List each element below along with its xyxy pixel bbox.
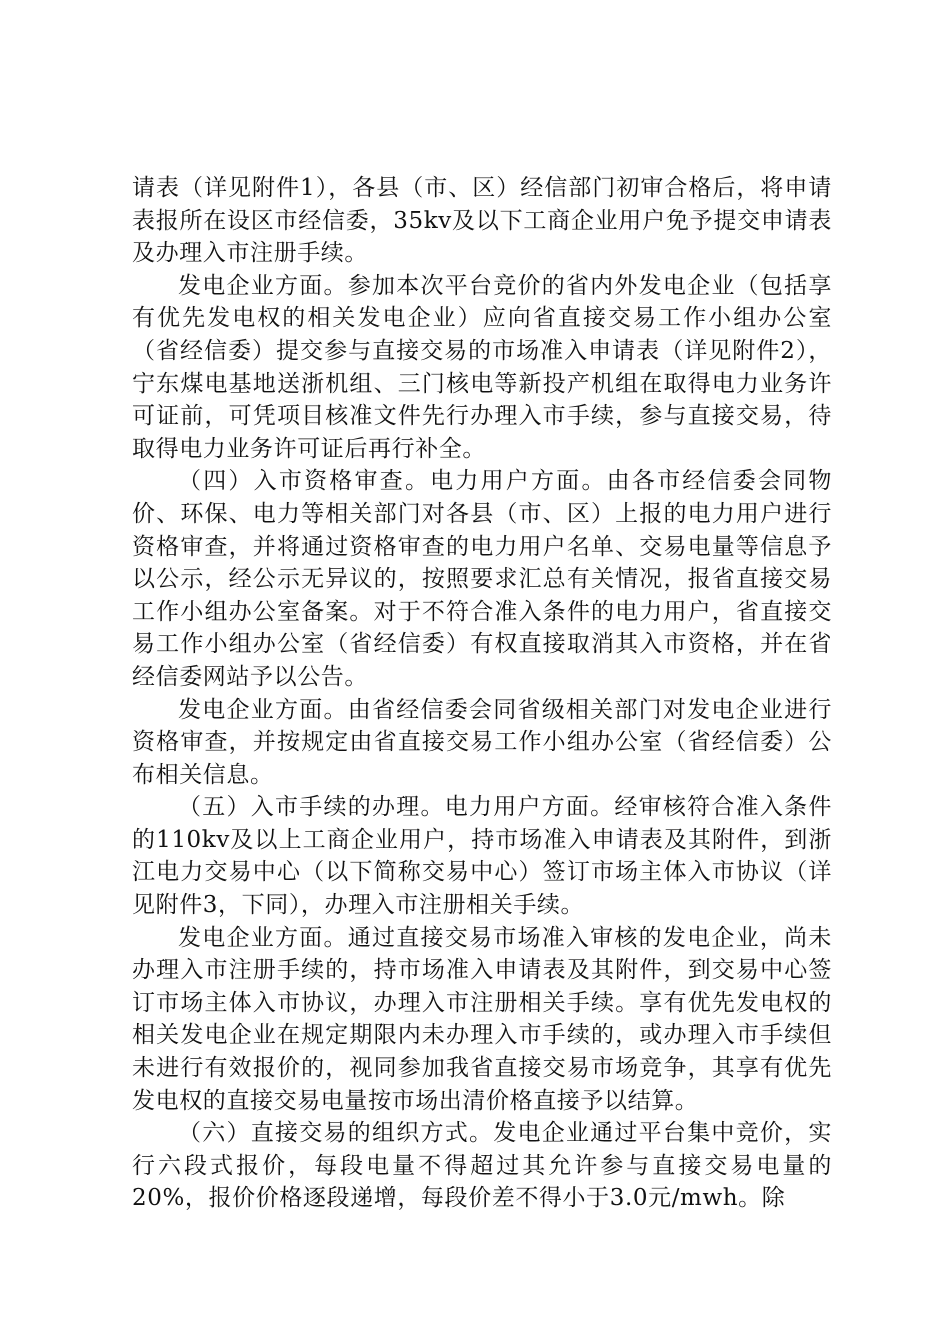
paragraph-continuation: 请表（详见附件1），各县（市、区）经信部门初审合格后，将申请表报所在设区市经信委，35kv及以下工商企业用户免予提交申请表及办理入市注册手续。 [132,175,832,267]
paragraph-power-generation-application: 发电企业方面。参加本次平台竞价的省内外发电企业（包括享有优先发电权的相关发电企业）应向省直接交易工作小组办公室（省经信委）提交参与直接交易的市场准入申请表（详见附件2），宁东煤电基地送浙机组、三门核电等新投产机组在取得电力业务许可证前，可凭项目核准文件先行办理入市手续，参与直接交易，待取得电力业务许可证后再行补全。 [132,272,832,462]
paragraph-power-generation-review: 发电企业方面。由省经信委会同省级相关部门对发电企业进行资格审查，并按规定由省直接交易工作小组办公室（省经信委）公布相关信息。 [132,696,832,788]
paragraph-section-5-entry-procedures: （五）入市手续的办理。电力用户方面。经审核符合准入条件的110kv及以上工商企业用户，持市场准入申请表及其附件，到浙江电力交易中心（以下简称交易中心）签订市场主体入市协议（详见附件3，下同），办理入市注册相关手续。 [132,794,832,919]
document-body [132,172,832,1215]
paragraph-section-6-trading-organization: （六）直接交易的组织方式。发电企业通过平台集中竞价，实行六段式报价，每段电量不得超过其允许参与直接交易电量的20%，报价价格逐段递增，每段价差不得小于3.0元/mwh。除 [132,1120,832,1212]
paragraph-power-generation-registration: 发电企业方面。通过直接交易市场准入审核的发电企业，尚未办理入市注册手续的，持市场准入申请表及其附件，到交易中心签订市场主体入市协议，办理入市注册相关手续。享有优先发电权的相关发电企业在规定期限内未办理入市手续的，或办理入市手续但未进行有效报价的，视同参加我省直接交易市场竞争，其享有优先发电权的直接交易电量按市场出清价格直接予以结算。 [132,924,832,1114]
paragraph-section-4-qualification-review: （四）入市资格审查。电力用户方面。由各市经信委会同物价、环保、电力等相关部门对各县（市、区）上报的电力用户进行资格审查，并将通过资格审查的电力用户名单、交易电量等信息予以公示，经公示无异议的，按照要求汇总有关情况，报省直接交易工作小组办公室备案。对于不符合准入条件的电力用户，省直接交易工作小组办公室（省经信委）有权直接取消其入市资格，并在省经信委网站予以公告。 [132,468,832,690]
